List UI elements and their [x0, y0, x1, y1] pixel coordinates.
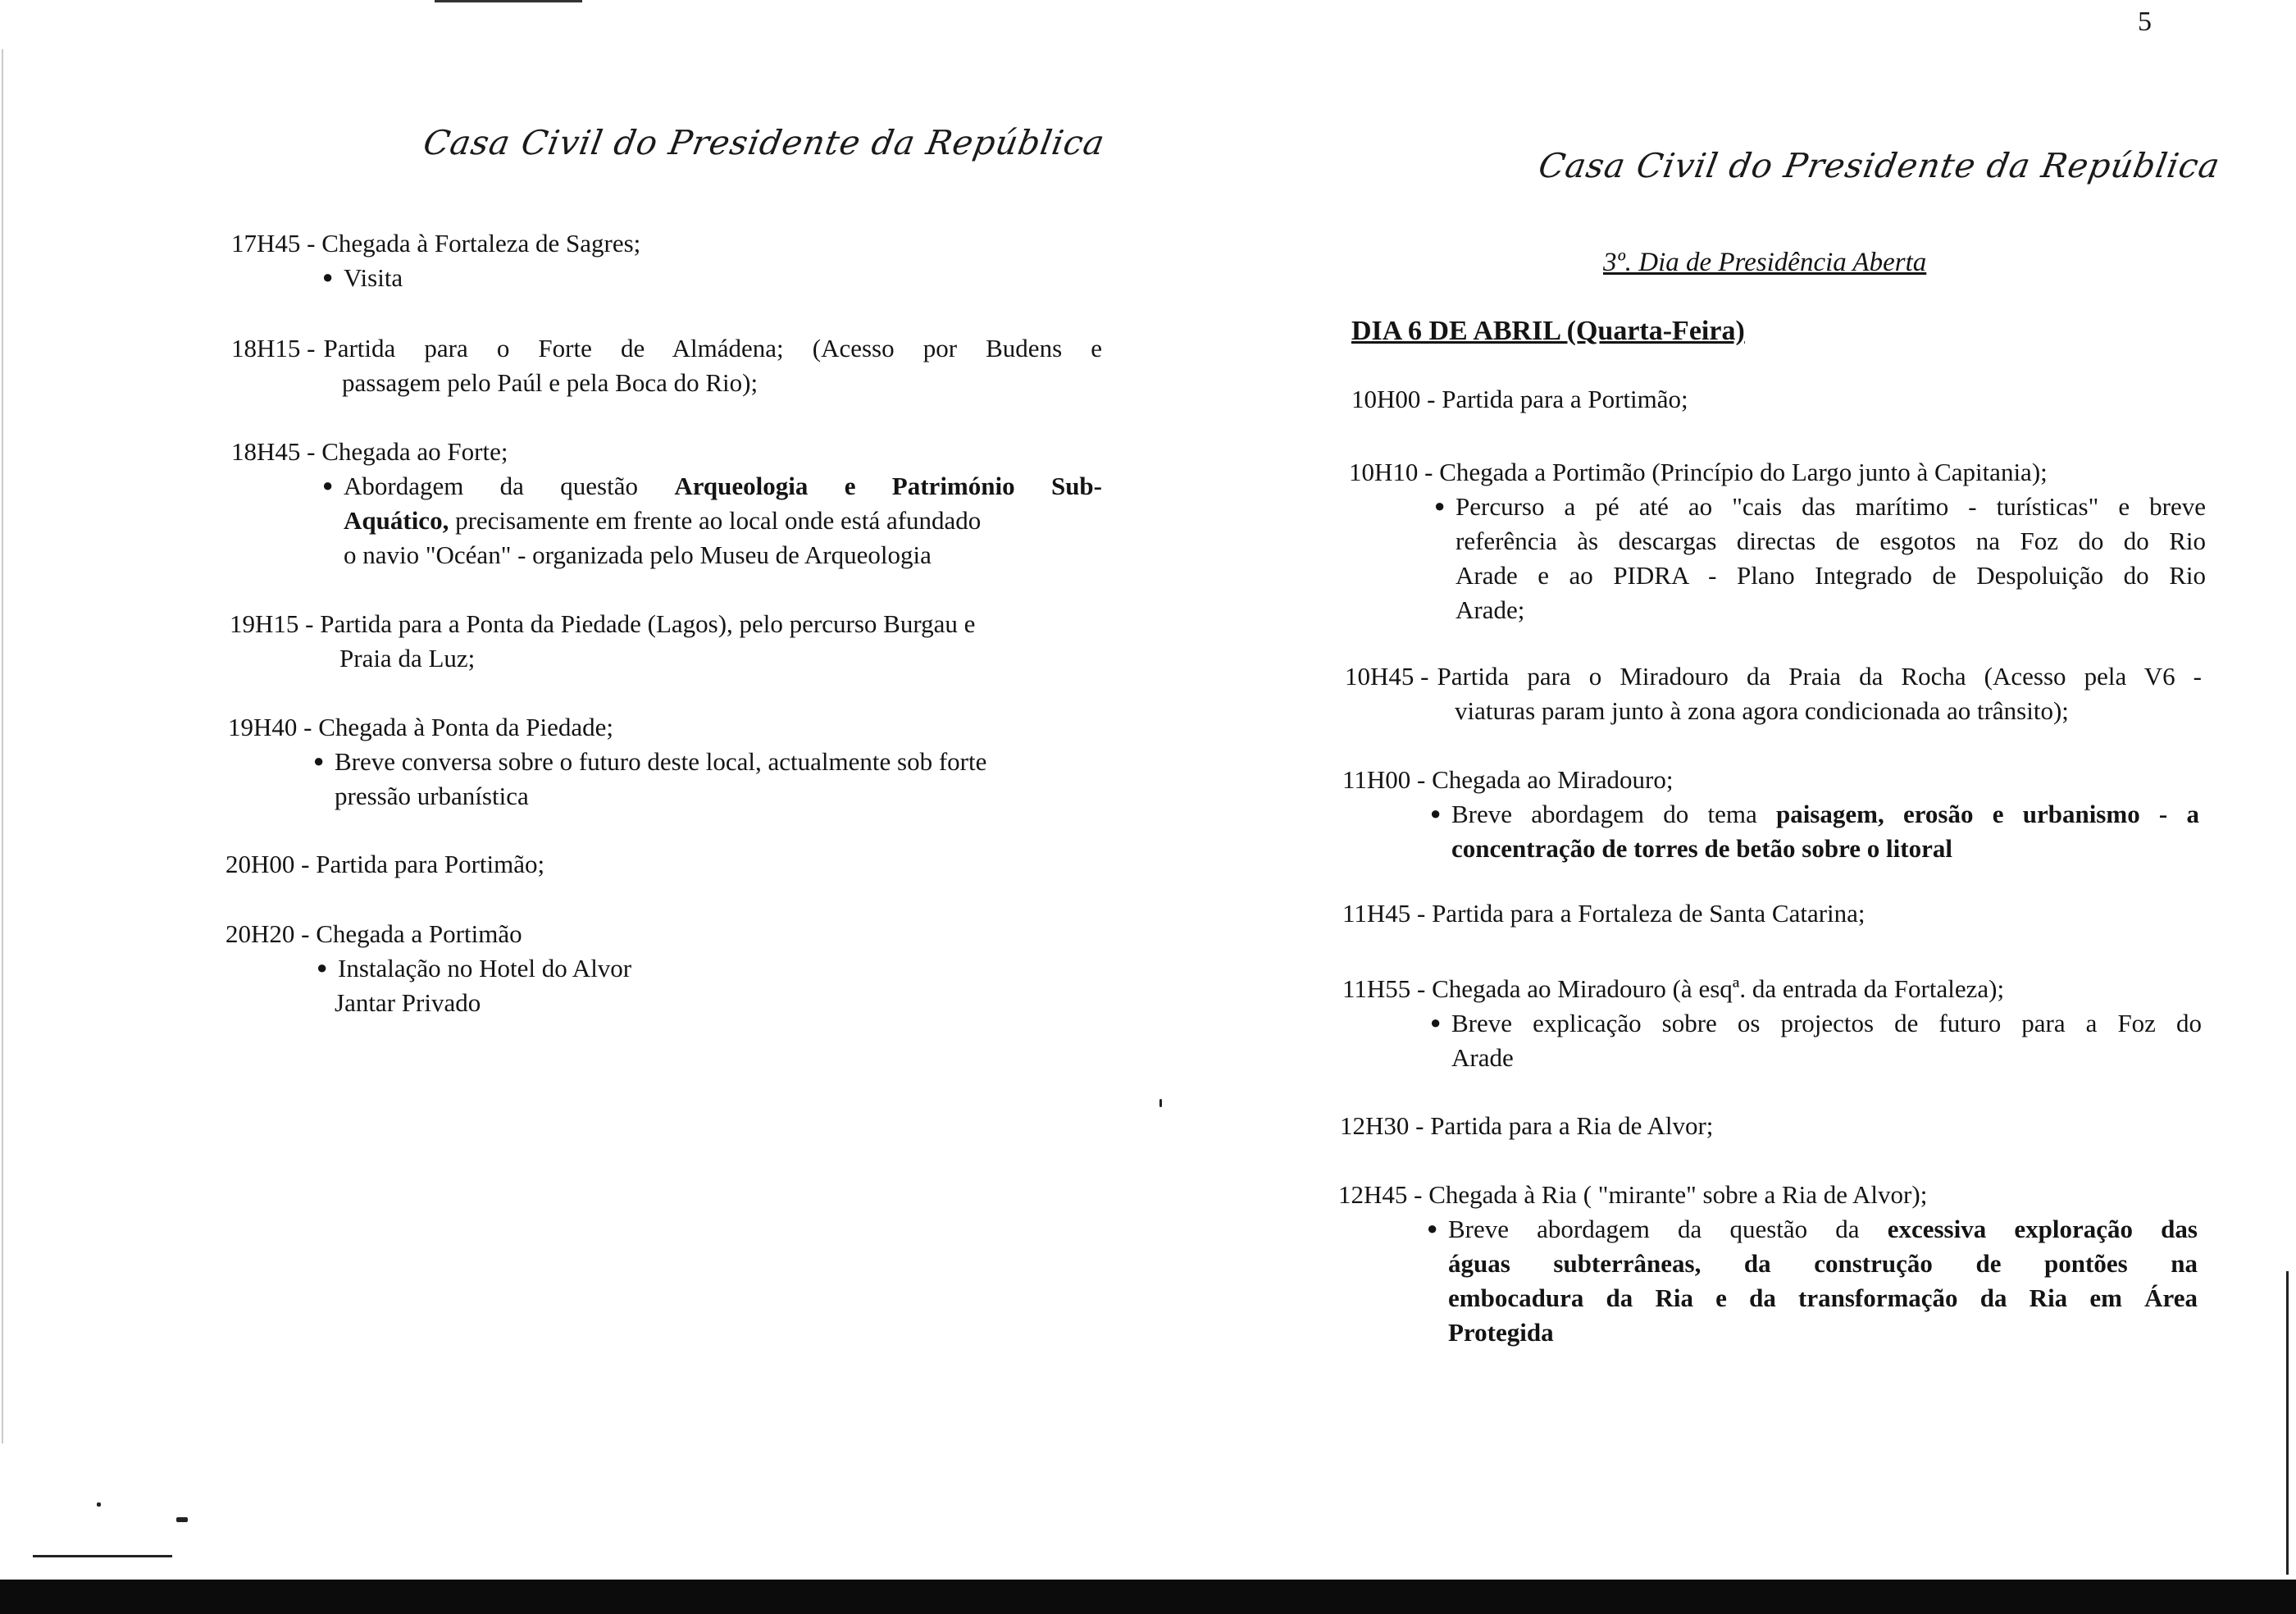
bullet-text: ● Breve explicação sobre os projectos de futuro para a Foz do	[1451, 1009, 2202, 1037]
bullet-text-bold: excessiva exploração das	[1887, 1215, 2198, 1243]
bullet-text-bold: águas subterrâneas, da construção de pontões na	[1448, 1249, 2198, 1278]
entry-text: Chegada ao Forte;	[321, 437, 508, 466]
bullet-text: Breve abordagem do tema	[1451, 800, 1776, 828]
bullet-text-continued: Arade	[1451, 1043, 1514, 1072]
entry-text-continued: viaturas param junto à zona agora condicionada ao trânsito);	[1455, 696, 2069, 725]
bullet-text-continued	[1456, 559, 2206, 593]
entry-text: Partida para a Portimão;	[1442, 385, 1688, 413]
entry-time: 12H45 -	[1338, 1180, 1423, 1209]
letterhead-left: Casa Civil do Presidente da República	[420, 123, 1109, 162]
bullet-text-continued	[1456, 524, 2206, 559]
bullet-text-continued	[1448, 1315, 2198, 1350]
entry-text: Chegada à Ria ( "mirante" sobre a Ria de Alvor);	[1428, 1180, 1928, 1209]
schedule-entry	[1342, 896, 1866, 931]
entry-time: 18H15 -	[231, 334, 316, 362]
schedule-entry	[1338, 1178, 2198, 1350]
entry-time: 19H15 -	[230, 609, 314, 638]
day-heading: DIA 6 DE ABRIL (Quarta-Feira)	[1351, 316, 1745, 346]
bullet-item	[335, 745, 986, 779]
bullet-text-continued	[1448, 1247, 2198, 1281]
bullet-item	[344, 261, 640, 295]
bullet-text: Visita	[344, 263, 403, 292]
entry-time: 11H00 -	[1342, 765, 1426, 794]
entry-text: Chegada ao Miradouro;	[1432, 765, 1674, 794]
bullet-text-continued	[1451, 832, 2199, 866]
bullet-text-continued: Jantar Privado	[335, 988, 481, 1017]
entry-text: Partida para a Ria de Alvor;	[1430, 1111, 1714, 1140]
entry-text-continued: Praia da Luz;	[339, 644, 476, 672]
entry-text: Chegada à Fortaleza de Sagres;	[321, 229, 641, 258]
letterhead-right: Casa Civil do Presidente da República	[1535, 146, 2224, 185]
schedule-entry	[1349, 455, 2206, 627]
schedule-entry	[1345, 659, 2202, 728]
schedule-entry	[231, 331, 1102, 400]
entry-time: 20H20 -	[226, 919, 310, 948]
entry-time: 11H45 -	[1342, 899, 1426, 928]
bullet-text-bold: Aquático,	[344, 506, 449, 535]
entry-time: 20H00 -	[226, 850, 310, 878]
bullet-item	[1451, 1006, 2202, 1041]
entry-time: 10H00 -	[1351, 385, 1436, 413]
entry-text: Partida para o Miradouro da Praia da Rocha (Acesso pela V6 -	[1437, 662, 2202, 691]
entry-time: 11H55 -	[1342, 974, 1426, 1003]
bullet-text: referência às descargas directas de esgotos na Foz do do Rio	[1456, 527, 2206, 555]
bullet-item	[1451, 797, 2199, 832]
bullet-text: Breve conversa sobre o futuro deste local, actualmente sob forte	[335, 747, 987, 776]
entry-time: 12H30 -	[1340, 1111, 1424, 1140]
bullet-text-continued: pressão urbanística	[335, 782, 529, 810]
bullet-text: Instalação no Hotel do Alvor	[338, 954, 632, 983]
schedule-entry	[231, 435, 1102, 572]
bullet-text-bold: paisagem, erosão e urbanismo - a	[1775, 800, 2199, 828]
bullet-text-continued: Arade;	[1456, 595, 1525, 624]
bullet-text: ● Percurso a pé até ao "cais das marítimo - turísticas" e breve	[1456, 492, 2206, 521]
bullet-text-continued	[344, 504, 1102, 538]
schedule-entry	[228, 710, 986, 814]
bullet-text: precisamente em frente ao local onde está afundado	[449, 506, 982, 535]
bullet-text-continued	[1448, 1281, 2198, 1315]
bullet-text: Breve abordagem da questão da	[1448, 1215, 1888, 1243]
bullet-text-continued: o navio "Océan" - organizada pelo Museu de Arqueologia	[344, 540, 932, 569]
schedule-entry	[226, 917, 631, 1020]
entry-text: Partida para a Ponta da Piedade (Lagos), pelo percurso Burgau e	[320, 609, 976, 638]
entry-text: Partida para o Forte de Almádena; (Acesso por Budens e	[323, 334, 1102, 362]
entry-text: Partida para Portimão;	[316, 850, 545, 878]
schedule-entry	[1342, 763, 2199, 866]
schedule-entry	[1342, 972, 2202, 1075]
schedule-entry	[230, 607, 975, 676]
schedule-entry	[1351, 382, 1688, 417]
day-subtitle: 3º. Dia de Presidência Aberta	[1603, 248, 1927, 277]
entry-time: 19H40 -	[228, 713, 312, 741]
entry-text: Chegada a Portimão (Princípio do Largo junto à Capitania);	[1439, 458, 2048, 486]
bullet-text-bold: Protegida	[1448, 1318, 1554, 1347]
bullet-text-bold: Arqueologia e Património Sub-	[674, 472, 1102, 500]
entry-text: Chegada ao Miradouro (à esqª. da entrada da Fortaleza);	[1432, 974, 2005, 1003]
entry-time: 10H45 -	[1345, 662, 1429, 691]
entry-time: 18H45 -	[231, 437, 316, 466]
bullet-text-bold: embocadura da Ria e da transformação da Ria em Área	[1448, 1283, 2198, 1312]
entry-text-continued: passagem pelo Paúl e pela Boca do Rio);	[342, 368, 758, 397]
entry-time: 10H10 -	[1349, 458, 1433, 486]
bullet-item	[344, 469, 1102, 504]
entry-time: 17H45 -	[231, 229, 316, 258]
entry-text: Chegada a Portimão	[316, 919, 522, 948]
page-number: 5	[2138, 7, 2152, 37]
bullet-item	[338, 951, 631, 986]
bullet-item	[1456, 490, 2206, 524]
bullet-item	[1448, 1212, 2198, 1247]
entry-text: Chegada à Ponta da Piedade;	[318, 713, 614, 741]
schedule-entry	[1340, 1109, 1713, 1143]
entry-text: Partida para a Fortaleza de Santa Catarina;	[1432, 899, 1866, 928]
bullet-text-bold: concentração de torres de betão sobre o litoral	[1451, 834, 1952, 863]
schedule-entry	[226, 847, 544, 882]
bullet-text: Arade e ao PIDRA - Plano Integrado de Despoluição do Rio	[1456, 561, 2206, 590]
schedule-entry	[231, 226, 640, 295]
bullet-text: Abordagem da questão	[344, 472, 675, 500]
